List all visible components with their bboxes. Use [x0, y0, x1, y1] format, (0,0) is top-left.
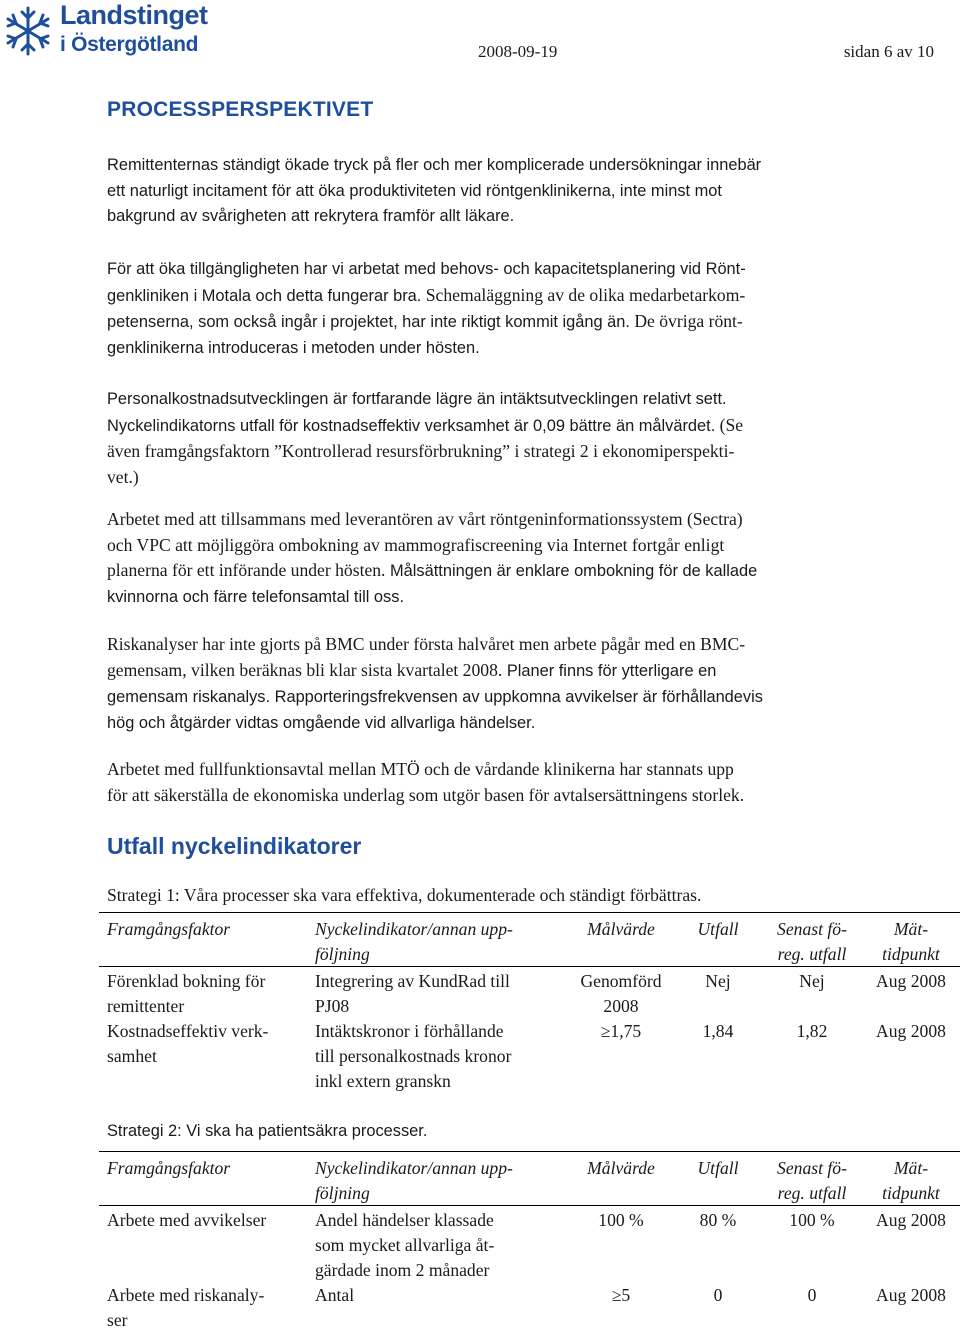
table-top-rule: [99, 1151, 960, 1152]
section-title: PROCESSPERSPEKTIVET: [107, 98, 374, 121]
header-indicator: Nyckelindikator/annan upp-: [315, 919, 513, 939]
cell-outcome: Nej: [705, 971, 731, 991]
cell-factor: Arbete med riskanaly-: [107, 1285, 265, 1305]
cell-factor: Kostnadseffektiv verk-: [107, 1021, 269, 1041]
paragraph-line: Riskanalyser har inte gjorts på BMC under första halvåret men arbete pågår med en BMC-: [107, 634, 746, 654]
paragraph-fragment: Rapporteringsfrekvensen av uppkomna avvikelser är förhållandevis: [270, 688, 763, 706]
paragraph-4: [107, 507, 907, 610]
cell-target: 100 %: [598, 1210, 644, 1230]
header-latest: Senast fö-: [777, 1158, 847, 1178]
strategy-2-heading: Strategi 2: Vi ska ha patientsäkra processer.: [107, 1122, 428, 1140]
cell-indicator: inkl extern granskn: [315, 1071, 451, 1091]
paragraph-line: för att säkerställa de ekonomiska underlag som utgör basen för avtalsersättningens storlek.: [107, 784, 745, 805]
strategy-1-heading: Strategi 1: Våra processer ska vara effektiva, dokumenterade och ständigt förbättras.: [107, 885, 702, 905]
paragraph-fragment: De övriga rönt-: [629, 311, 743, 331]
snowflake-logo-icon: [2, 4, 54, 58]
paragraph-2: [107, 257, 907, 361]
cell-target: Genomförd: [580, 971, 662, 991]
table-header-rule: [99, 966, 960, 967]
cell-indicator: till personalkostnads kronor: [315, 1046, 512, 1066]
paragraph-line: Arbetet med att tillsammans med leverantören av vårt röntgeninformationssystem (Sectra): [107, 509, 743, 529]
subsection-title: Utfall nyckelindikatorer: [107, 833, 362, 859]
paragraph-line: ett naturligt incitament för att öka produktiviteten vid röntgenklinikerna, inte minst mot: [107, 181, 722, 200]
header-outcome: Utfall: [697, 1158, 739, 1178]
paragraph-6: [107, 757, 907, 808]
paragraph-fragment: (Se: [715, 414, 744, 435]
cell-time: Aug 2008: [876, 1210, 946, 1230]
paragraph-fragment: planerna för ett införande under hösten.: [107, 560, 386, 580]
cell-indicator: Integrering av KundRad till: [315, 971, 510, 991]
cell-time: Aug 2008: [876, 1021, 946, 1041]
org-name-line2: i Östergötland: [60, 33, 199, 56]
header-outcome: Utfall: [697, 919, 739, 939]
paragraph-1: [107, 153, 907, 230]
header-target: Målvärde: [587, 919, 655, 939]
header-time: Mät-: [893, 1158, 929, 1178]
paragraph-fragment: petenserna, som också ingår i projektet, har inte riktigt kommit igång än.: [107, 313, 630, 331]
table-header-rule: [99, 1205, 960, 1206]
paragraph-fragment: genkliniken i Motala och detta fungerar bra.: [107, 286, 422, 305]
cell-indicator: Intäktskronor i förhållande: [315, 1021, 504, 1041]
paragraph-line: [107, 283, 907, 310]
cell-factor: Arbete med avvikelser: [107, 1210, 267, 1230]
paragraph-fragment: gemensam riskanalys.: [107, 688, 271, 706]
paragraph-line: vet.): [107, 466, 139, 487]
cell-outcome: 80 %: [699, 1210, 737, 1230]
cell-indicator: gärdade inom 2 månader: [315, 1260, 490, 1280]
header-time-2: tidpunkt: [882, 1183, 940, 1203]
header-time-2: tidpunkt: [882, 944, 940, 964]
paragraph-5: [107, 632, 907, 736]
org-name-line1: Landstinget: [60, 0, 208, 30]
cell-latest: 0: [807, 1285, 817, 1305]
cell-indicator: som mycket allvarliga åt-: [315, 1235, 495, 1255]
paragraph-line: bakgrund av svårigheten att rekrytera framför allt läkare.: [107, 207, 515, 225]
cell-outcome: 1,84: [702, 1021, 734, 1041]
paragraph-line: genklinikerna introduceras i metoden under hösten.: [107, 338, 480, 357]
document-date: 2008-09-19: [478, 42, 558, 61]
header-factor: Framgångsfaktor: [107, 919, 231, 939]
paragraph-line: [107, 658, 907, 685]
cell-target: 2008: [603, 996, 639, 1016]
paragraph-fragment: Schemaläggning av de olika medarbetarkom-: [421, 284, 746, 305]
header-indicator-2: följning: [315, 1183, 370, 1203]
header-time: Mät-: [893, 919, 929, 939]
cell-time: Aug 2008: [876, 971, 946, 991]
cell-indicator: Antal: [315, 1285, 355, 1305]
paragraph-fragment: Nyckelindikatorns utfall för kostnadseffektiv verksamhet är 0,09 bättre än målvärdet.: [107, 416, 716, 435]
header-latest-2: reg. utfall: [777, 1183, 847, 1203]
cell-factor: remittenter: [107, 996, 185, 1016]
cell-factor: samhet: [107, 1046, 157, 1066]
cell-latest: 100 %: [789, 1210, 835, 1230]
header-indicator-2: följning: [315, 944, 370, 964]
cell-factor: ser: [107, 1310, 128, 1330]
organization-logo: [2, 0, 242, 64]
cell-indicator: Andel händelser klassade: [315, 1210, 494, 1230]
header-latest-2: reg. utfall: [777, 944, 847, 964]
header-target: Målvärde: [587, 1158, 655, 1178]
paragraph-line: även framgångsfaktorn ”Kontrollerad resursförbrukning” i strategi 2 i ekonomiperspekti-: [107, 441, 735, 461]
paragraph-line: [107, 413, 907, 440]
paragraph-fragment: gemensam, vilken beräknas bli klar sista kvartalet 2008.: [107, 659, 503, 680]
header-indicator: Nyckelindikator/annan upp-: [315, 1158, 513, 1178]
cell-latest: Nej: [799, 971, 825, 991]
paragraph-line: hög och åtgärder vidtas omgående vid allvarliga händelser.: [107, 713, 536, 732]
cell-latest: 1,82: [796, 1021, 828, 1041]
header-latest: Senast fö-: [777, 919, 847, 939]
paragraph-line: För att öka tillgängligheten har vi arbetat med behovs- och kapacitetsplanering vid Rönt-: [107, 260, 746, 278]
paragraph-3: [107, 387, 907, 490]
cell-factor: Förenklad bokning för: [107, 971, 266, 991]
page-number: sidan 6 av 10: [843, 42, 934, 61]
paragraph-line: [107, 309, 907, 336]
cell-time: Aug 2008: [876, 1285, 946, 1305]
table-top-rule: [99, 912, 960, 913]
cell-target: ≥5: [611, 1285, 631, 1305]
cell-target: ≥1,75: [600, 1021, 642, 1041]
paragraph-fragment: Planer finns för ytterligare en: [502, 661, 717, 680]
paragraph-line: [107, 558, 907, 585]
paragraph-line: Remittenternas ständigt ökade tryck på fler och mer komplicerade undersökningar innebär: [107, 156, 762, 174]
header-factor: Framgångsfaktor: [107, 1158, 231, 1178]
paragraph-line: och VPC att möjliggöra ombokning av mammografiscreening via Internet fortgår enligt: [107, 534, 725, 555]
cell-outcome: 0: [713, 1285, 723, 1305]
paragraph-line: kvinnorna och färre telefonsamtal till oss.: [107, 587, 404, 606]
paragraph-line: Personalkostnadsutvecklingen är fortfarande lägre än intäktsutvecklingen relativt sett.: [107, 390, 727, 408]
paragraph-line: Arbetet med fullfunktionsavtal mellan MTÖ och de vårdande klinikerna har stannats upp: [107, 759, 734, 779]
paragraph-fragment: Målsättningen är enklare ombokning för de kallade: [385, 562, 758, 580]
cell-indicator: PJ08: [315, 996, 350, 1016]
paragraph-line: [107, 684, 907, 711]
